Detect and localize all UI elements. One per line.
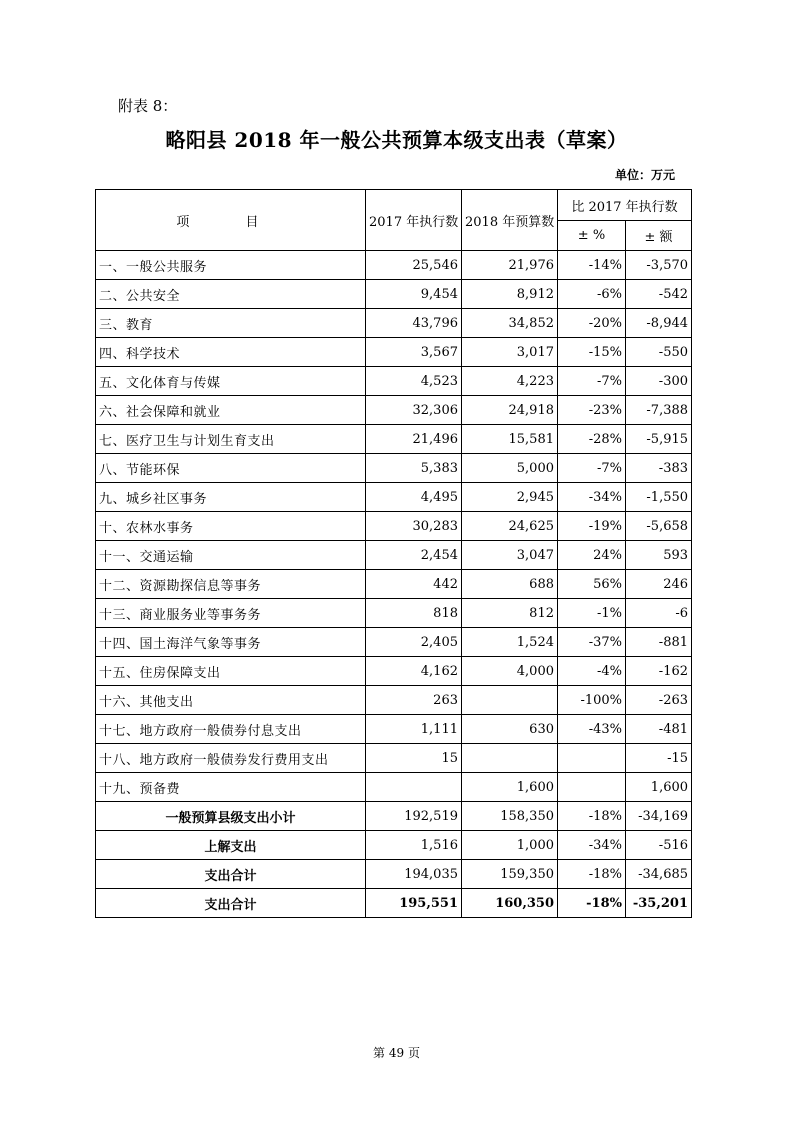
cell-pct — [558, 744, 626, 773]
cell-amount: -7,388 — [626, 396, 692, 425]
cell-exec-2017: 30,283 — [366, 512, 462, 541]
table-row — [96, 483, 692, 512]
cell-budget-2018: 24,918 — [462, 396, 558, 425]
row-name: 十、农林水事务 — [96, 512, 366, 541]
cell-budget-2018: 3,047 — [462, 541, 558, 570]
cell-pct: -34% — [558, 831, 626, 860]
cell-budget-2018: 812 — [462, 599, 558, 628]
cell-exec-2017: 4,495 — [366, 483, 462, 512]
row-name: 一般预算县级支出小计 — [96, 802, 366, 831]
row-name: 支出合计 — [96, 889, 366, 918]
cell-exec-2017: 195,551 — [366, 889, 462, 918]
cell-budget-2018: 8,912 — [462, 280, 558, 309]
cell-amount: -300 — [626, 367, 692, 396]
cell-amount: -881 — [626, 628, 692, 657]
header-budget-2018: 2018 年预算数 — [462, 190, 558, 251]
cell-exec-2017: 43,796 — [366, 309, 462, 338]
cell-pct: -23% — [558, 396, 626, 425]
cell-pct: 24% — [558, 541, 626, 570]
cell-pct: -43% — [558, 715, 626, 744]
cell-budget-2018: 5,000 — [462, 454, 558, 483]
header-exec-2017: 2017 年执行数 — [366, 190, 462, 251]
table-row — [96, 396, 692, 425]
cell-exec-2017: 194,035 — [366, 860, 462, 889]
cell-amount: 1,600 — [626, 773, 692, 802]
cell-exec-2017: 2,454 — [366, 541, 462, 570]
cell-amount: 593 — [626, 541, 692, 570]
cell-exec-2017: 9,454 — [366, 280, 462, 309]
subtotal-row — [96, 860, 692, 889]
cell-budget-2018 — [462, 744, 558, 773]
row-name: 九、城乡社区事务 — [96, 483, 366, 512]
subtotal-row — [96, 831, 692, 860]
cell-exec-2017: 15 — [366, 744, 462, 773]
cell-budget-2018: 1,524 — [462, 628, 558, 657]
table-row — [96, 309, 692, 338]
table-row — [96, 744, 692, 773]
cell-budget-2018: 158,350 — [462, 802, 558, 831]
cell-budget-2018: 34,852 — [462, 309, 558, 338]
table-row — [96, 686, 692, 715]
cell-amount: -550 — [626, 338, 692, 367]
cell-budget-2018: 4,223 — [462, 367, 558, 396]
row-name: 六、社会保障和就业 — [96, 396, 366, 425]
cell-pct: -19% — [558, 512, 626, 541]
table-row — [96, 338, 692, 367]
page-number: 第 49 页 — [373, 1046, 420, 1060]
cell-pct: -100% — [558, 686, 626, 715]
cell-budget-2018: 159,350 — [462, 860, 558, 889]
table-row — [96, 715, 692, 744]
cell-exec-2017: 25,546 — [366, 251, 462, 280]
cell-exec-2017: 4,162 — [366, 657, 462, 686]
row-name: 七、医疗卫生与计划生育支出 — [96, 425, 366, 454]
page-title: 略阳县 2018 年一般公共预算本级支出表（草案） — [165, 128, 628, 152]
subtotal-row — [96, 889, 692, 918]
cell-exec-2017: 442 — [366, 570, 462, 599]
row-name: 十九、预备费 — [96, 773, 366, 802]
cell-amount: -1,550 — [626, 483, 692, 512]
row-name: 十六、其他支出 — [96, 686, 366, 715]
unit-label: 单位：万元 — [614, 168, 675, 182]
cell-exec-2017 — [366, 773, 462, 802]
cell-amount: -162 — [626, 657, 692, 686]
cell-budget-2018: 688 — [462, 570, 558, 599]
header-pct: ± % — [558, 221, 626, 251]
cell-amount: -6 — [626, 599, 692, 628]
row-name: 十七、地方政府一般债券付息支出 — [96, 715, 366, 744]
cell-pct: -37% — [558, 628, 626, 657]
cell-pct: -18% — [558, 860, 626, 889]
cell-budget-2018: 1,600 — [462, 773, 558, 802]
row-name: 五、文化体育与传媒 — [96, 367, 366, 396]
cell-amount: -516 — [626, 831, 692, 860]
row-name: 一、一般公共服务 — [96, 251, 366, 280]
cell-budget-2018 — [462, 686, 558, 715]
cell-pct: -6% — [558, 280, 626, 309]
table-row — [96, 251, 692, 280]
table-row — [96, 367, 692, 396]
cell-exec-2017: 5,383 — [366, 454, 462, 483]
cell-amount: -35,201 — [626, 889, 692, 918]
cell-budget-2018: 3,017 — [462, 338, 558, 367]
cell-pct: -28% — [558, 425, 626, 454]
cell-amount: -34,685 — [626, 860, 692, 889]
cell-budget-2018: 15,581 — [462, 425, 558, 454]
table-row — [96, 280, 692, 309]
row-name: 三、教育 — [96, 309, 366, 338]
cell-amount: -3,570 — [626, 251, 692, 280]
table-row — [96, 425, 692, 454]
table-row — [96, 628, 692, 657]
cell-pct: -20% — [558, 309, 626, 338]
cell-exec-2017: 32,306 — [366, 396, 462, 425]
row-name: 支出合计 — [96, 860, 366, 889]
table-row — [96, 570, 692, 599]
row-name: 十三、商业服务业等事务务 — [96, 599, 366, 628]
cell-amount: -8,944 — [626, 309, 692, 338]
cell-pct: -18% — [558, 802, 626, 831]
header-compare: 比 2017 年执行数 — [558, 190, 692, 221]
cell-budget-2018: 630 — [462, 715, 558, 744]
cell-pct: -7% — [558, 454, 626, 483]
cell-budget-2018: 24,625 — [462, 512, 558, 541]
cell-pct: -15% — [558, 338, 626, 367]
cell-pct — [558, 773, 626, 802]
cell-amount: -481 — [626, 715, 692, 744]
cell-exec-2017: 2,405 — [366, 628, 462, 657]
table-row — [96, 512, 692, 541]
budget-table — [95, 189, 692, 918]
cell-exec-2017: 21,496 — [366, 425, 462, 454]
cell-pct: -7% — [558, 367, 626, 396]
cell-amount: -5,915 — [626, 425, 692, 454]
cell-exec-2017: 3,567 — [366, 338, 462, 367]
table-body — [96, 251, 692, 918]
table-row — [96, 454, 692, 483]
subtotal-row — [96, 802, 692, 831]
row-name: 十八、地方政府一般债券发行费用支出 — [96, 744, 366, 773]
cell-exec-2017: 1,111 — [366, 715, 462, 744]
cell-pct: -34% — [558, 483, 626, 512]
table-row — [96, 657, 692, 686]
cell-exec-2017: 4,523 — [366, 367, 462, 396]
table-row — [96, 541, 692, 570]
row-name: 八、节能环保 — [96, 454, 366, 483]
row-name: 十四、国土海洋气象等事务 — [96, 628, 366, 657]
cell-exec-2017: 192,519 — [366, 802, 462, 831]
cell-budget-2018: 4,000 — [462, 657, 558, 686]
cell-amount: -263 — [626, 686, 692, 715]
row-name: 十二、资源勘探信息等事务 — [96, 570, 366, 599]
cell-amount: -34,169 — [626, 802, 692, 831]
table-row — [96, 599, 692, 628]
cell-budget-2018: 2,945 — [462, 483, 558, 512]
cell-pct: -14% — [558, 251, 626, 280]
cell-amount: -5,658 — [626, 512, 692, 541]
cell-pct: -4% — [558, 657, 626, 686]
header-item: 项 目 — [96, 190, 366, 251]
cell-pct: -18% — [558, 889, 626, 918]
row-name: 十一、交通运输 — [96, 541, 366, 570]
row-name: 二、公共安全 — [96, 280, 366, 309]
appendix-label: 附表 8： — [118, 97, 178, 115]
cell-amount: -15 — [626, 744, 692, 773]
row-name: 十五、住房保障支出 — [96, 657, 366, 686]
cell-pct: -1% — [558, 599, 626, 628]
cell-amount: 246 — [626, 570, 692, 599]
header-amount: ± 额 — [626, 221, 692, 251]
row-name: 四、科学技术 — [96, 338, 366, 367]
cell-exec-2017: 818 — [366, 599, 462, 628]
row-name: 上解支出 — [96, 831, 366, 860]
cell-exec-2017: 1,516 — [366, 831, 462, 860]
cell-amount: -542 — [626, 280, 692, 309]
cell-budget-2018: 160,350 — [462, 889, 558, 918]
cell-pct: 56% — [558, 570, 626, 599]
cell-exec-2017: 263 — [366, 686, 462, 715]
cell-amount: -383 — [626, 454, 692, 483]
table-row — [96, 773, 692, 802]
cell-budget-2018: 21,976 — [462, 251, 558, 280]
cell-budget-2018: 1,000 — [462, 831, 558, 860]
